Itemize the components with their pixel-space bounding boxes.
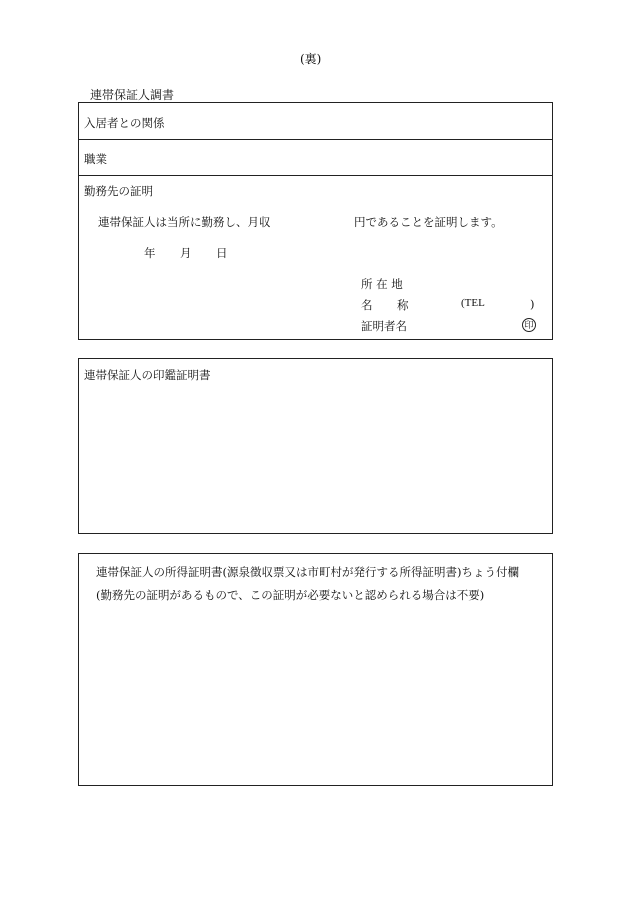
seal-certificate-title: 連帯保証人の印鑑証明書 (84, 368, 211, 382)
income-certificate-title: 連帯保証人の所得証明書(源泉徴収票又は市町村が発行する所得証明書)ちょう付欄 (96, 565, 519, 579)
seal-certificate-box (78, 358, 553, 534)
date-month-label: 月 (180, 246, 192, 260)
row-divider (79, 139, 552, 140)
row-divider (79, 175, 552, 176)
income-certificate-box (78, 553, 553, 786)
statement-prefix: 連帯保証人は当所に勤務し、月収 (98, 215, 271, 229)
statement-suffix: 円であることを証明します。 (354, 215, 503, 229)
guarantor-table (78, 102, 553, 340)
employment-cert-heading: 勤務先の証明 (84, 184, 153, 198)
section-title: 連帯保証人調書 (90, 88, 175, 102)
income-certificate-note: (勤務先の証明があるもので、この証明が必要ないと認められる場合は不要) (96, 588, 485, 602)
occupation-label: 職業 (84, 152, 107, 166)
date-day-label: 日 (216, 246, 228, 260)
name-label-second: 称 (397, 298, 409, 312)
page-side-label: (裏) (300, 52, 322, 66)
name-label-first: 名 (361, 298, 373, 312)
date-year-label: 年 (144, 246, 156, 260)
seal-mark-icon: 印 (522, 318, 536, 332)
tel-close: ) (530, 297, 535, 311)
tel-label: (TEL (461, 297, 485, 309)
address-label: 所 在 地 (361, 277, 403, 291)
certifier-label: 証明者名 (361, 319, 407, 333)
relation-label: 入居者との関係 (84, 116, 165, 130)
